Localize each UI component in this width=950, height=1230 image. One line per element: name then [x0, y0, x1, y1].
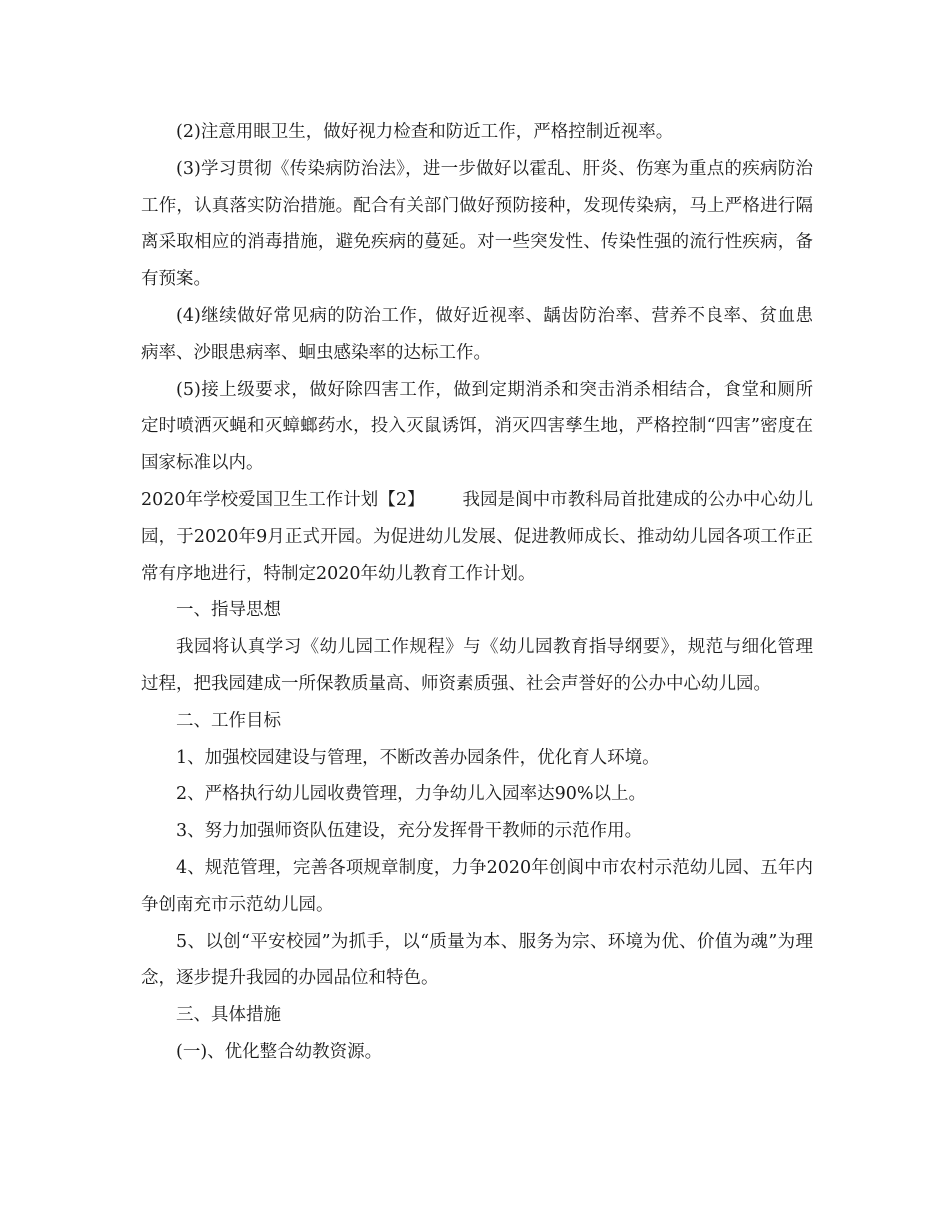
paragraph-common-disease: (4)继续做好常见病的防治工作，做好近视率、龋齿防治率、营养不良率、贫血患病率、沙眼患病率、蛔虫感染率的达标工作。 — [141, 305, 813, 363]
goal-item-4: 4、规范管理，完善各项规章制度，力争2020年创阆中市农村示范幼儿园、五年内争创南充市示范幼儿园。 — [141, 857, 813, 915]
section-heading-paragraph — [141, 482, 813, 592]
paragraph-eye-hygiene: (2)注意用眼卫生，做好视力检查和防近工作，严格控制近视率。 — [176, 122, 674, 142]
paragraph-guiding-thought: 我园将认真学习《幼儿园工作规程》与《幼儿园教育指导纲要》，规范与细化管理过程，把我园建成一所保教质量高、师资素质强、社会声誉好的公办中心幼儿园。 — [141, 637, 813, 694]
goal-item-5: 5、以创“平安校园”为抓手，以“质量为本、服务为宗、环境为优、价值为魂”为理念，逐步提升我园的办园品位和特色。 — [141, 931, 813, 989]
measure-item-1: (一)、优化整合幼教资源。 — [176, 1041, 383, 1062]
heading-work-goals: 二、工作目标 — [176, 710, 281, 731]
paragraph-four-pests: (5)接上级要求，做好除四害工作，做到定期消杀和突击消杀相结合，食堂和厕所定时喷洒灭蝇和灭蟑螂药水，投入灭鼠诱饵，消灭四害孳生地，严格控制“四害”密度在国家标准以内。 — [141, 379, 813, 474]
section-intro: 我园是阆中市教科局首批建成的公办中心幼儿园，于2020年9月正式开园。为促进幼儿发展、促进教师成长、推动幼儿园各项工作正常有序地进行，特制定2020年幼儿教育工作计划。 — [141, 489, 814, 584]
paragraph-infectious-disease: (3)学习贯彻《传染病防治法》，进一步做好以霍乱、肝炎、伤寒为重点的疾病防治工作，认真落实防治措施。配合有关部门做好预防接种，发现传染病，马上严格进行隔离采取相应的消毒措施，避免疾病的蔓延。对一些突发性、传染性强的流行性疾病，备有预案。 — [141, 158, 813, 290]
section-heading: 2020年学校爱国卫生工作计划【2】 — [141, 489, 425, 510]
heading-measures: 三、具体措施 — [176, 1005, 281, 1026]
goal-item-3: 3、努力加强师资队伍建设，充分发挥骨干教师的示范作用。 — [176, 821, 643, 842]
heading-guiding-thought: 一、指导思想 — [176, 600, 281, 621]
document-body — [141, 114, 813, 1071]
goal-item-1: 1、加强校园建设与管理，不断改善办园条件，优化育人环境。 — [176, 747, 660, 768]
goal-item-2: 2、严格执行幼儿园收费管理，力争幼儿入园率达90%以上。 — [176, 784, 647, 805]
